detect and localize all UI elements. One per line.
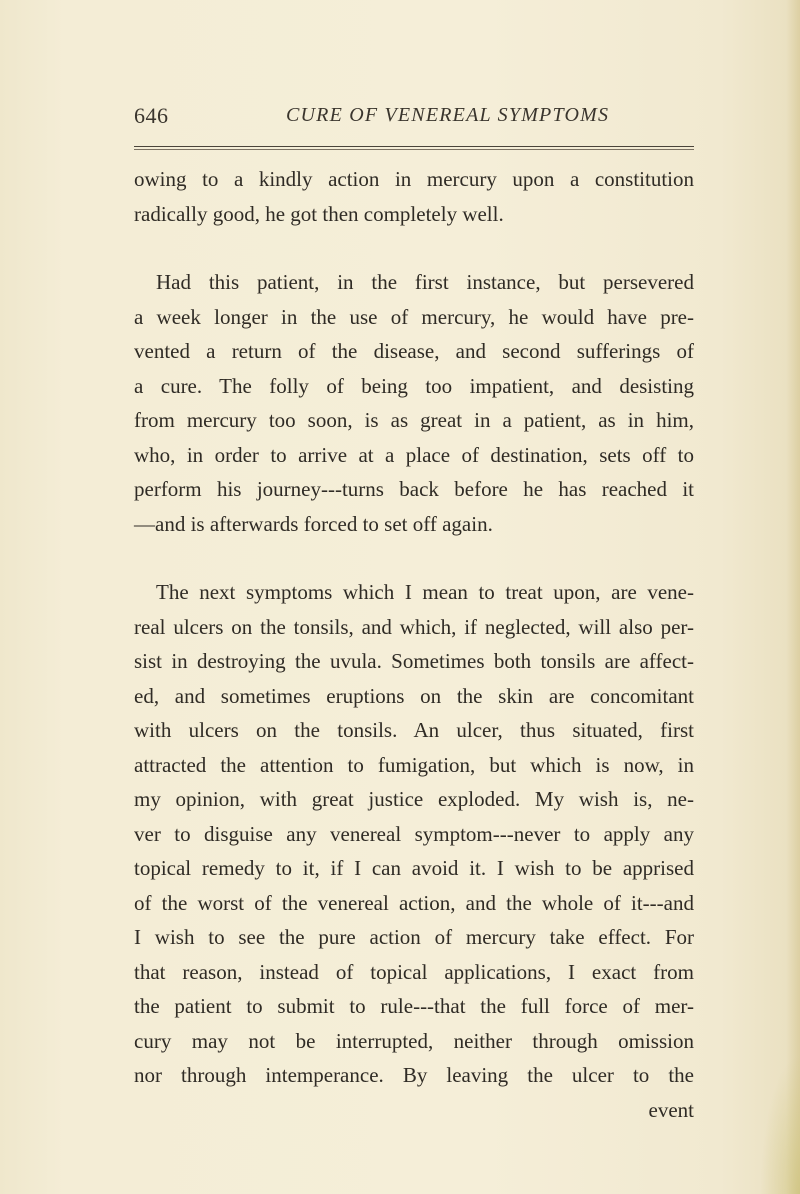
text-line: topical remedy to it, if I can avoid it. I wish to be apprised [134, 856, 694, 880]
text-line: I wish to see the pure action of mercury take effect. For [134, 925, 694, 949]
page-number: 646 [134, 103, 169, 128]
text-line: a cure. The folly of being too impatient, and desisting [134, 373, 694, 398]
text-line: The next symptoms which I mean to treat upon, are vene- [156, 580, 694, 604]
text-line: that reason, instead of topical applications, I exact from [134, 959, 694, 984]
text-line: sist in destroying the uvula. Sometimes both tonsils are affect- [134, 649, 694, 673]
text-line: Had this patient, in the first instance, but persevered [156, 270, 694, 294]
text-line: my opinion, with great justice exploded. My wish is, ne- [134, 787, 694, 811]
header-rule [134, 146, 694, 147]
body-text [134, 162, 694, 1127]
text-line: the patient to submit to rule---that the full force of mer- [134, 994, 694, 1018]
text-line: of the worst of the venereal action, and the whole of it---and [134, 890, 694, 915]
running-header [134, 103, 694, 133]
text-line: vented a return of the disease, and second sufferings of [134, 339, 694, 363]
text-line: —and is afterwards forced to set off again. [134, 511, 493, 536]
text-line: who, in order to arrive at a place of destination, sets off to [134, 442, 694, 467]
text-line: nor through intemperance. By leaving the ulcer to the [134, 1063, 694, 1087]
catchword: event [648, 1097, 694, 1122]
paper-stain [760, 1054, 800, 1194]
text-line: radically good, he got then completely well. [134, 201, 504, 226]
text-line: real ulcers on the tonsils, and which, if neglected, will also per- [134, 614, 694, 639]
text-line: attracted the attention to fumigation, but which is now, in [134, 752, 694, 777]
text-line: ed, and sometimes eruptions on the skin are concomitant [134, 683, 694, 708]
text-line: from mercury too soon, is as great in a patient, as in him, [134, 408, 694, 432]
text-line: with ulcers on the tonsils. An ulcer, thus situated, first [134, 718, 694, 742]
text-line: a week longer in the use of mercury, he would have pre- [134, 304, 694, 329]
running-title: CURE OF VENEREAL SYMPTOMS [286, 104, 610, 126]
page-edge-shadow [786, 0, 800, 1194]
text-line: owing to a kindly action in mercury upon a constitution [134, 167, 694, 191]
text-line: cury may not be interrupted, neither through omission [134, 1028, 694, 1053]
header-rule-thin [134, 149, 694, 150]
text-line: ver to disguise any venereal symptom---never to apply any [134, 821, 694, 846]
text-line: perform his journey---turns back before he has reached it [134, 477, 694, 501]
